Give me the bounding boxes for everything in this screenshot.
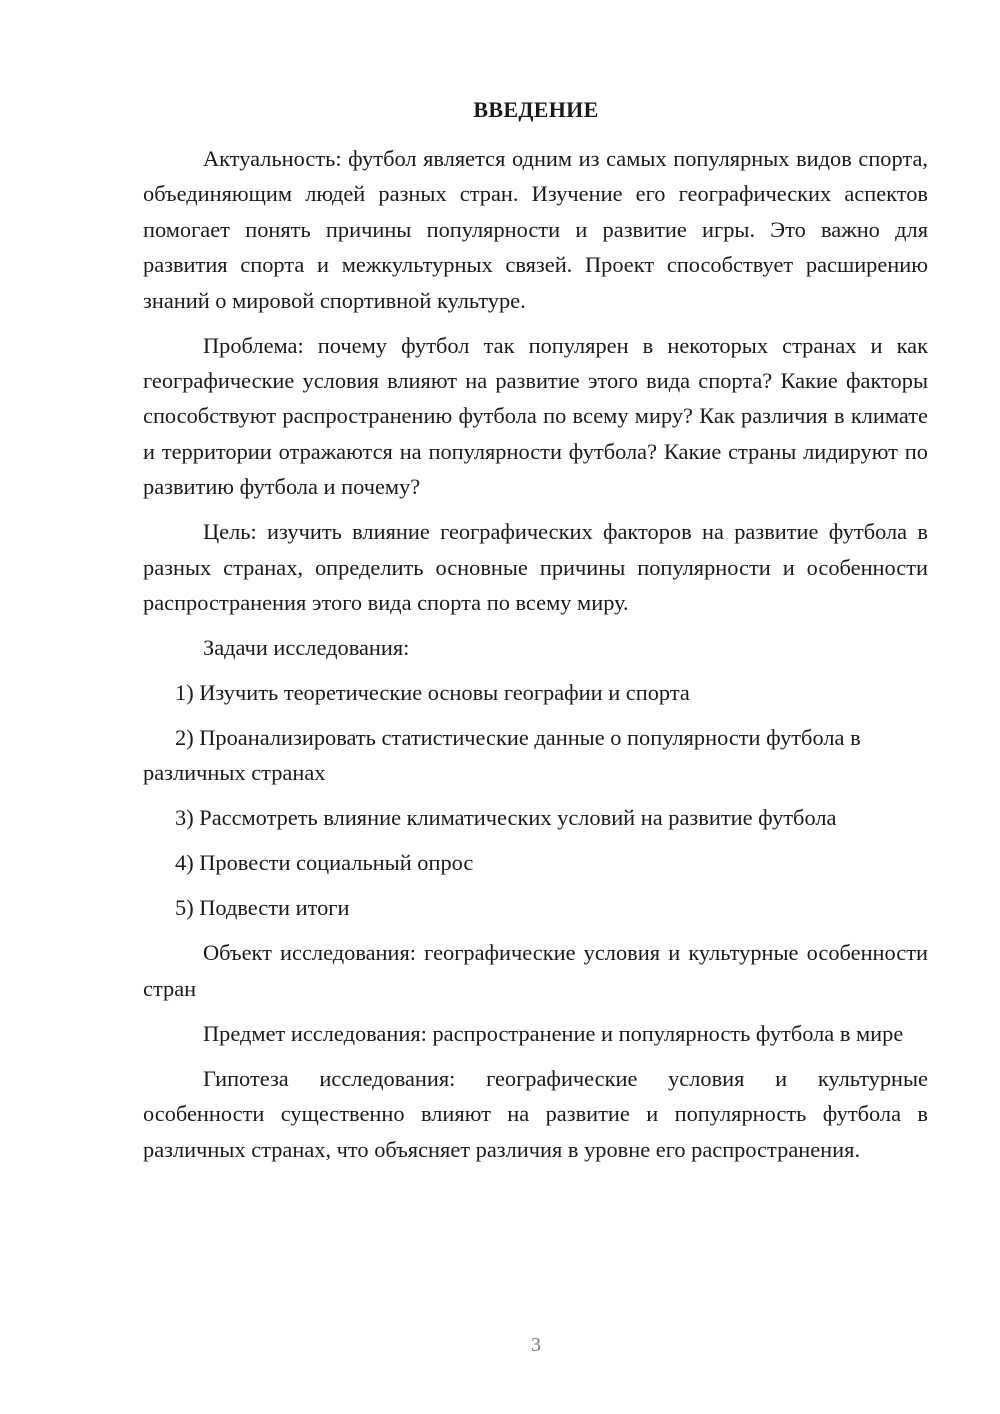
list-item-task-3: 3) Рассмотреть влияние климатических условий на развитие футбола <box>175 805 837 831</box>
paragraph-subject: Предмет исследования: распространение и популярность футбола в мире <box>203 1020 904 1046</box>
page-number: 3 <box>531 1334 541 1356</box>
list-item-task-2: 2) Проанализировать статистические данные о популярности футбола в различных странах <box>143 725 861 786</box>
paragraph-object: Объект исследования: географические условия и культурные особенности стран <box>143 940 928 1001</box>
paragraph-goal: Цель: изучить влияние географических факторов на развитие футбола в разных странах, определить основные причины популярности и особенности распространения этого вида спорта по всему миру. <box>143 519 928 616</box>
paragraph-relevance: Актуальность: футбол является одним из самых популярных видов спорта, объединяющим людей разных стран. Изучение его географических аспектов помогает понять причины популярности и развитие игры. Это важно для развития спорта и межкультурных связей. Проект способствует расширению знаний о мировой спортивной культуре. <box>143 146 928 313</box>
list-item-task-1: 1) Изучить теоретические основы географии и спорта <box>175 680 690 706</box>
list-item-task-4: 4) Провести социальный опрос <box>175 850 474 876</box>
paragraph-tasks-title: Задачи исследования: <box>203 635 410 661</box>
paragraph-hypothesis: Гипотеза исследования: географические условия и культурные особенности существенно влияют на развитие и популярность футбола в различных странах, что объясняет различия в уровне его распространения. <box>143 1065 928 1162</box>
paragraph-problem: Проблема: почему футбол так популярен в некоторых странах и как географические условия влияют на развитие этого вида спорта? Какие факторы способствуют распространению футбола по всему миру? Как различия в климате и территории отражаются на популярности футбола? Какие страны лидируют по развитию футбола и почему? <box>143 332 928 500</box>
page-title: ВВЕДЕНИЕ <box>473 97 599 122</box>
document-body <box>143 141 928 1177</box>
list-item-task-5: 5) Подвести итоги <box>175 895 350 921</box>
